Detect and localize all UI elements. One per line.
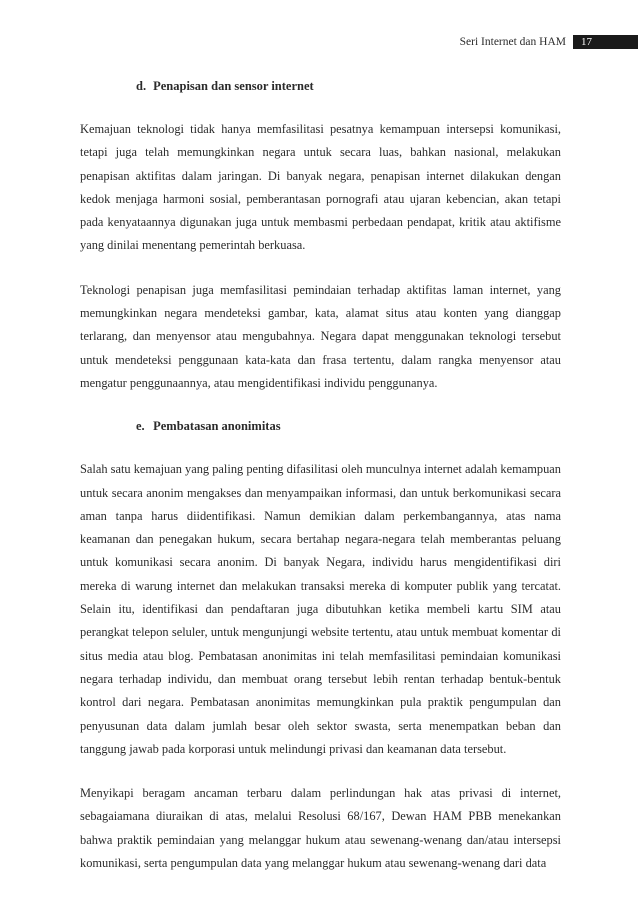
paragraph: Teknologi penapisan juga memfasilitasi pemindaian terhadap aktifitas laman internet, yang memungkinkan negara mendeteksi gambar, kata, alamat situs atau konten yang dianggap terlarang, dan menyensor atau mengubahnya. Negara dapat menggunakan teknologi tersebut untuk mendeteksi penggunaan kata-kata dan frasa tertentu, dalam rangka menyensor atau mengatur penggunaannya, atau mengidentifikasi individu penggunanya. [80,282,561,390]
page-header [0,34,638,50]
section-title: Pembatasan anonimitas [153,419,281,434]
paragraph: Kemajuan teknologi tidak hanya memfasilitasi pesatnya kemampuan intersepsi komunikasi, tetapi juga telah memungkinkan negara untuk secara luas, bahkan nasional, melakukan penapisan aktifitas dalam jaringan. Di banyak negara, penapisan internet dilakukan dengan kedok menjaga harmoni sosial, pemberantasan pornografi atau ujaran kebencian, akan tetapi pada kenyataannya digunakan juga untuk membasmi perbedaan pendapat, kritik atau aktifisme yang dinilai menentang pemerintah berkuasa. [80,122,561,253]
section-letter: d. [136,79,147,93]
paragraph: Menyikapi beragam ancaman terbaru dalam perlindungan hak atas privasi di internet, sebagaiamana diuraikan di atas, melalui Resolusi 68/167, Dewan HAM PBB menekankan bahwa praktik pemindaian yang melanggar hukum atau sewenang-wenang dan/atau intersepsi komunikasi, serta pengumpulan data yang melanggar hukum atau sewenang-wenang dari data [80,786,561,871]
paragraph: Salah satu kemajuan yang paling penting difasilitasi oleh munculnya internet adalah kemampuan untuk secara anonim mengakses dan menyampaikan informasi, dan untuk berkomunikasi secara aman tanpa harus diidentifikasi. Namun demikian dalam perkembangannya, atas nama keamanan dan penegakan hukum, secara bertahap negara-negara telah memberantas peluang untuk komunikasi secara anonim. Di banyak Negara, individu harus mengidentifikasi diri mereka di warung internet dan melakukan transaksi mereka di komputer publik yang tercatat. Selain itu, identifikasi dan pendaftaran juga dibutuhkan ketika membeli kartu SIM atau perangkat telepon seluler, untuk mengunjungi website tertentu, atau untuk membuat komentar di situs media atau blog. Pembatasan anonimitas ini telah memfasilitasi pemindaian komunikasi negara terhadap individu, dan membuat orang tersebut lebih rentan terhadap bentuk-bentuk kontrol dari negara. Pembatasan anonimitas memungkinkan pula praktik pengumpulan dan penyusunan data dalam jumlah besar oleh sektor swasta, serta menempatkan beban dan tanggung jawab pada korporasi untuk melindungi privasi dan keamanan data tersebut. [80,462,561,756]
section-heading-d [136,76,561,96]
section-heading-e [136,416,561,436]
section-title: Penapisan dan sensor internet [153,79,314,93]
section-letter: e. [136,419,145,434]
page-number: 17 [573,35,638,49]
series-title: Seri Internet dan HAM [459,36,566,48]
page-body [80,76,561,896]
